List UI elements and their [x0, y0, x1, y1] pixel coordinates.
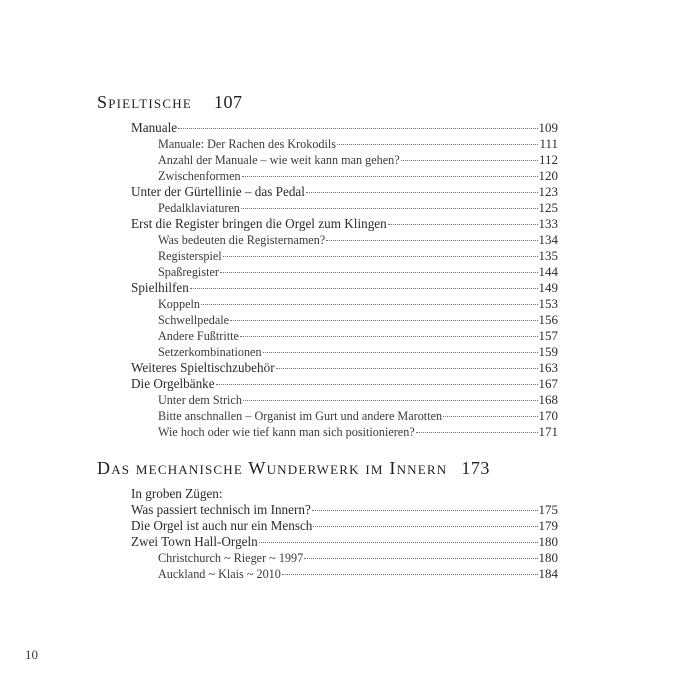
dot-leader — [240, 336, 538, 337]
dot-leader — [242, 176, 538, 177]
toc-entry-label: Die Orgelbänke — [131, 376, 215, 391]
dot-leader — [243, 400, 538, 401]
toc-entry[interactable] — [131, 184, 558, 200]
toc-entry-page-number: 180 — [538, 550, 558, 565]
toc-entry-page-number: 159 — [538, 344, 558, 359]
toc-entry-label: Setzerkombinationen — [158, 345, 262, 359]
toc-entry-label: Weiteres Spieltischzubehör — [131, 360, 275, 375]
toc-entry[interactable] — [131, 216, 558, 232]
dot-leader — [223, 256, 538, 257]
toc-entry-label: Pedalklaviaturen — [158, 201, 240, 215]
dot-leader — [306, 192, 538, 193]
toc-entry[interactable] — [131, 566, 558, 582]
dot-leader — [241, 208, 538, 209]
toc-list-spieltische — [131, 120, 558, 440]
toc-list-wunderwerk — [131, 486, 558, 582]
toc-entry[interactable] — [131, 136, 558, 152]
toc-entry-page-number: 156 — [538, 312, 558, 327]
toc-entry-label: Christchurch ~ Rieger ~ 1997 — [158, 551, 304, 565]
toc-entry-page-number: 134 — [538, 232, 558, 247]
toc-entry-label: Zwischenformen — [158, 169, 241, 183]
dot-leader — [313, 526, 537, 527]
toc-entry[interactable] — [131, 408, 558, 424]
toc-entry[interactable] — [131, 424, 558, 440]
toc-entry-label: Was passiert technisch im Innern? — [131, 502, 311, 517]
toc-entry-label: Manuale: Der Rachen des Krokodils — [158, 137, 337, 151]
toc-entry-page-number: 163 — [538, 360, 558, 375]
toc-entry-page-number: 179 — [538, 518, 558, 533]
toc-entry-label: Spaßregister — [158, 265, 219, 279]
toc-entry[interactable] — [131, 200, 558, 216]
toc-entry[interactable] — [131, 518, 558, 534]
toc-entry-page-number: 133 — [538, 216, 558, 231]
toc-entry[interactable] — [131, 328, 558, 344]
toc-entry-label: Auckland ~ Klais ~ 2010 — [158, 567, 281, 581]
toc-entry-page-number: 153 — [538, 296, 558, 311]
page-folio-number: 10 — [25, 647, 38, 662]
dot-leader — [230, 320, 537, 321]
toc-entry[interactable] — [131, 344, 558, 360]
dot-leader — [401, 160, 538, 161]
toc-entry[interactable] — [131, 376, 558, 392]
section-heading-mechanische-wunderwerk — [97, 458, 490, 479]
toc-entry-label: Registerspiel — [158, 249, 222, 263]
toc-entry[interactable] — [131, 264, 558, 280]
section-page-number: 107 — [213, 92, 243, 112]
toc-entry-page-number: 170 — [538, 408, 558, 423]
toc-entry-page-number: 144 — [538, 264, 558, 279]
toc-entry-page-number: 112 — [538, 152, 558, 167]
toc-entry[interactable] — [131, 120, 558, 136]
toc-entry[interactable] — [131, 502, 558, 518]
toc-entry[interactable] — [131, 168, 558, 184]
toc-entry-label: Koppeln — [158, 297, 200, 311]
toc-entry[interactable] — [131, 312, 558, 328]
toc-entry-page-number: 167 — [538, 376, 558, 391]
toc-entry-page-number: 175 — [538, 502, 558, 517]
toc-entry-page-number: 109 — [538, 120, 558, 135]
dot-leader — [201, 304, 538, 305]
toc-entry-label: Unter dem Strich — [158, 393, 242, 407]
dot-leader — [276, 368, 538, 369]
dot-leader — [304, 558, 537, 559]
toc-entry[interactable] — [131, 248, 558, 264]
toc-entry-label: Zwei Town Hall-Orgeln — [131, 534, 258, 549]
toc-entry-label: Die Orgel ist auch nur ein Mensch — [131, 518, 313, 533]
toc-entry-page-number: 157 — [538, 328, 558, 343]
toc-entry-label: Bitte anschnallen – Organist im Gurt und andere Marotten — [158, 409, 443, 423]
dot-leader — [220, 272, 538, 273]
section-title: Spieltische — [97, 92, 192, 112]
toc-entry-page-number: 171 — [538, 424, 558, 439]
dot-leader — [443, 416, 537, 417]
toc-entry-page-number: 135 — [538, 248, 558, 263]
toc-entry[interactable] — [131, 232, 558, 248]
dot-leader — [388, 224, 538, 225]
dot-leader — [416, 432, 538, 433]
toc-entry-page-number: 125 — [538, 200, 558, 215]
dot-leader — [312, 510, 538, 511]
dot-leader — [263, 352, 538, 353]
toc-entry-page-number: 180 — [538, 534, 558, 549]
toc-entry-label: Andere Fußtritte — [158, 329, 239, 343]
dot-leader — [282, 574, 538, 575]
dot-leader — [178, 128, 537, 129]
toc-entry[interactable] — [131, 280, 558, 296]
toc-entry-page-number: 149 — [538, 280, 558, 295]
toc-entry[interactable] — [131, 296, 558, 312]
toc-entry-label: Unter der Gürtellinie – das Pedal — [131, 184, 305, 199]
dot-leader — [337, 144, 538, 145]
toc-entry-label: Anzahl der Manuale – wie weit kann man gehen? — [158, 153, 400, 167]
toc-entry-label: Was bedeuten die Registernamen? — [158, 233, 326, 247]
toc-entry-label: Wie hoch oder wie tief kann man sich positionieren? — [158, 425, 415, 439]
section-page-number: 173 — [461, 458, 490, 478]
toc-entry-page-number: 111 — [539, 136, 558, 151]
toc-entry-label: Spielhilfen — [131, 280, 189, 295]
toc-entry[interactable] — [131, 534, 558, 550]
toc-intro-text: In groben Zügen: — [131, 486, 223, 501]
toc-entry[interactable] — [131, 152, 558, 168]
dot-leader — [190, 288, 538, 289]
section-title: Das mechanische Wunderwerk im Innern — [97, 458, 448, 478]
toc-entry[interactable] — [131, 550, 558, 566]
dot-leader — [216, 384, 538, 385]
toc-entry-page-number: 120 — [538, 168, 558, 183]
toc-entry[interactable] — [131, 360, 558, 376]
toc-entry-label: Erst die Register bringen die Orgel zum Klingen — [131, 216, 387, 231]
dot-leader — [326, 240, 537, 241]
toc-entry-page-number: 168 — [538, 392, 558, 407]
section-heading-spieltische — [97, 92, 242, 113]
toc-entry-page-number: 184 — [538, 566, 558, 581]
dot-leader — [259, 542, 538, 543]
toc-entry-label: Schwellpedale — [158, 313, 230, 327]
toc-entries — [131, 502, 558, 582]
toc-entry-label: Manuale — [131, 120, 178, 135]
toc-entry[interactable] — [131, 392, 558, 408]
toc-entry-page-number: 123 — [538, 184, 558, 199]
